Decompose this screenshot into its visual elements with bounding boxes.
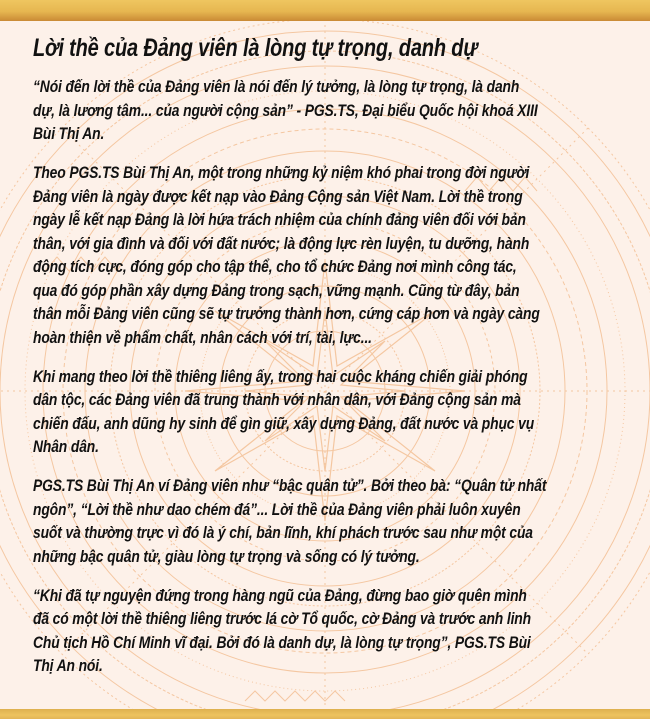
- text-line: Khi mang theo lời thề thiêng liêng ấy, trong hai cuộc kháng chiến giải phóng: [33, 366, 528, 386]
- text-line: Chủ tịch Hồ Chí Minh vĩ đại. Bởi đó là danh dự, là lòng tự trọng”, PGS.TS Bùi: [33, 632, 531, 652]
- text-line: Thị An nói.: [33, 656, 103, 675]
- text-line: thân, với gia đình và đối với đất nước; là động lực rèn luyện, tu dưỡng, hành: [33, 233, 530, 253]
- text-line: hoàn thiện về phẩm chất, nhân cách với trí, tài, lực...: [33, 327, 372, 347]
- article: [33, 33, 633, 693]
- text-line: Bùi Thị An.: [33, 124, 105, 143]
- text-line: dự, là lương tâm... của người cộng sản” - PGS.TS, Đại biểu Quốc hội khoá XIII: [33, 100, 538, 120]
- paragraph-quote-intro: [33, 75, 633, 146]
- text-line: thân mỗi Đảng viên cũng sẽ tự trưởng thành hơn, cứng cáp hơn và ngày càng: [33, 304, 540, 323]
- text-line: ngôn”, “Lời thề như dao chém đá”... Lời thề của Đảng viên phải luôn xuyên: [33, 499, 521, 519]
- paragraph-resistance: [33, 365, 633, 459]
- text-line: suốt và thường trực vì đó là ý chí, bản lĩnh, khí phách trước sau như một của: [33, 523, 533, 542]
- text-line: những bậc quân tử, giàu lòng tự trọng và sống có lý tưởng.: [33, 546, 420, 566]
- text-line: ngày lễ kết nạp Đảng là lời hứa trách nhiệm của chính đảng viên đối với bản: [33, 210, 526, 229]
- text-line: “Khi đã tự nguyện đứng trong hàng ngũ của Đảng, đừng bao giờ quên mình: [33, 585, 527, 605]
- text-line: “Nói đến lời thề của Đảng viên là nói đến lý tưởng, là lòng tự trọng, là danh: [33, 77, 520, 96]
- article-title: Lời thề của Đảng viên là lòng tự trọng, danh dự: [33, 34, 478, 62]
- text-line: dân tộc, các Đảng viên đã trung thành với nhân dân, với Đảng cộng sản mà: [33, 390, 521, 409]
- text-line: qua đó góp phần xây dựng Đảng trong sạch, vững mạnh. Cũng từ đây, bản: [33, 280, 520, 300]
- text-line: chiến đấu, anh dũng hy sinh để gìn giữ, xây dựng Đảng, đất nước và phục vụ: [33, 413, 535, 433]
- top-gold-border: [0, 0, 650, 21]
- paragraph-memory: [33, 161, 633, 349]
- text-line: đã có một lời thề thiêng liêng trước lá cờ Tổ quốc, cờ Đảng và trước anh linh: [33, 609, 531, 628]
- text-line: Đảng viên là ngày được kết nạp vào Đảng Cộng sản Việt Nam. Lời thề trong: [33, 186, 523, 206]
- text-line: PGS.TS Bùi Thị An ví Đảng viên như “bậc quân tử”. Bởi theo bà: “Quân tử nhất: [33, 476, 547, 495]
- text-line: Theo PGS.TS Bùi Thị An, một trong những kỷ niệm khó phai trong đời người: [33, 163, 530, 182]
- paragraph-closing-quote: [33, 584, 633, 678]
- text-line: Nhân dân.: [33, 437, 99, 456]
- paragraph-gentleman: [33, 474, 633, 568]
- bottom-gold-border: [0, 709, 650, 719]
- text-line: động tích cực, đóng góp cho tập thể, cho tổ chức Đảng nơi mình công tác,: [33, 257, 517, 276]
